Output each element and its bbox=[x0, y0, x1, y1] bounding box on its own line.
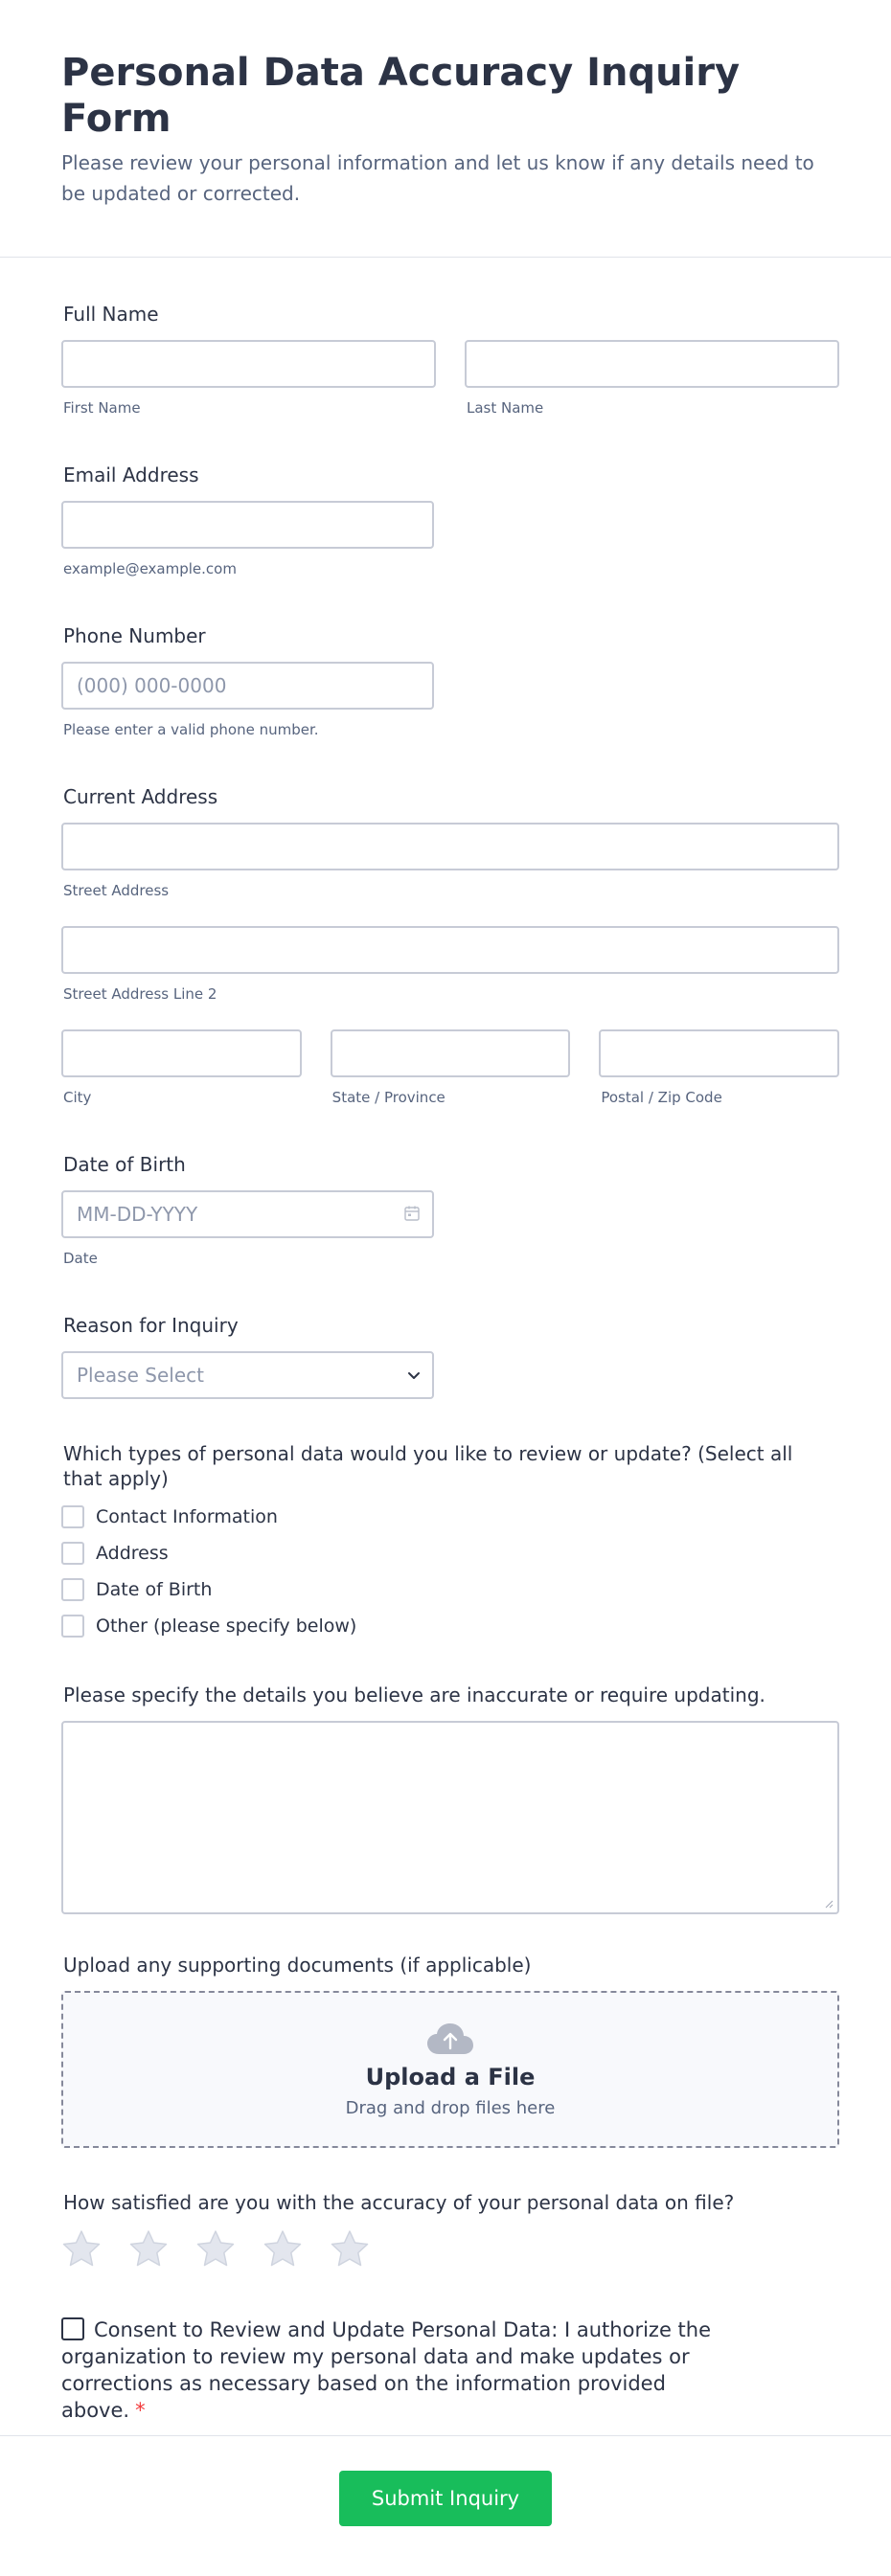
city-sublabel: City bbox=[63, 1089, 92, 1106]
details-label: Please specify the details you believe are inaccurate or require updating. bbox=[63, 1683, 765, 1706]
first-name-input[interactable] bbox=[61, 340, 436, 388]
checkbox-box[interactable] bbox=[61, 1578, 84, 1601]
address-label: Current Address bbox=[63, 785, 218, 808]
full-name-field bbox=[61, 302, 839, 417]
email-label: Email Address bbox=[63, 463, 199, 486]
checkbox-label: Date of Birth bbox=[96, 1579, 213, 1600]
form-title: Personal Data Accuracy Inquiry Form bbox=[61, 51, 741, 141]
checkbox-label: Other (please specify below) bbox=[96, 1616, 357, 1637]
form-description: Please review your personal information and let us know if any details need to be updated or corrected. bbox=[61, 151, 814, 205]
checkbox-box[interactable] bbox=[61, 1615, 84, 1638]
last-name-input[interactable] bbox=[465, 340, 839, 388]
upload-label: Upload any supporting documents (if applicable) bbox=[63, 1954, 532, 1977]
city-input[interactable] bbox=[61, 1029, 302, 1077]
upload-title: Upload a File bbox=[365, 2063, 536, 2090]
postal-code-sublabel: Postal / Zip Code bbox=[601, 1089, 722, 1106]
state-input[interactable] bbox=[331, 1029, 571, 1077]
phone-input[interactable]: (000) 000-0000 bbox=[61, 662, 434, 710]
reason-select[interactable]: Please Select bbox=[61, 1351, 434, 1399]
calendar-icon[interactable] bbox=[403, 1205, 421, 1222]
postal-code-input[interactable] bbox=[599, 1029, 839, 1077]
form-header bbox=[0, 0, 891, 258]
chevron-down-icon bbox=[405, 1367, 423, 1384]
street-address-line2-input[interactable] bbox=[61, 926, 839, 974]
email-input[interactable] bbox=[61, 501, 434, 549]
dob-input[interactable]: MM-DD-YYYY bbox=[61, 1190, 434, 1238]
consent-checkbox-box[interactable] bbox=[61, 2317, 84, 2340]
checkbox-label: Address bbox=[96, 1543, 169, 1564]
upload-dropzone[interactable] bbox=[61, 1991, 839, 2148]
cloud-upload-icon bbox=[425, 2022, 475, 2058]
checkbox-label: Contact Information bbox=[96, 1506, 278, 1527]
email-sublabel: example@example.com bbox=[63, 560, 237, 577]
rating-field bbox=[61, 2190, 839, 2269]
consent-checkbox[interactable] bbox=[61, 2316, 751, 2424]
street-address-sublabel: Street Address bbox=[63, 882, 170, 899]
checkbox-address[interactable] bbox=[61, 1535, 839, 1571]
resize-handle-icon[interactable] bbox=[824, 1899, 834, 1909]
star-icon[interactable] bbox=[330, 2228, 370, 2269]
details-field bbox=[61, 1683, 839, 1914]
last-name-sublabel: Last Name bbox=[467, 399, 544, 417]
dob-field bbox=[61, 1152, 839, 1267]
phone-sublabel: Please enter a valid phone number. bbox=[63, 721, 319, 738]
star-icon[interactable] bbox=[128, 2228, 169, 2269]
consent-field bbox=[61, 2316, 839, 2424]
dob-sublabel: Date bbox=[63, 1250, 98, 1267]
form-footer bbox=[0, 2435, 891, 2576]
phone-field bbox=[61, 623, 839, 738]
checkbox-contact-information[interactable] bbox=[61, 1499, 839, 1535]
form-body bbox=[0, 258, 891, 2424]
star-icon[interactable] bbox=[61, 2228, 102, 2269]
phone-label: Phone Number bbox=[63, 624, 206, 647]
data-types-label: Which types of personal data would you like to review or update? (Select all that apply) bbox=[63, 1442, 793, 1490]
details-textarea[interactable] bbox=[61, 1721, 839, 1914]
checkbox-date-of-birth[interactable] bbox=[61, 1571, 839, 1608]
street-address-line2-sublabel: Street Address Line 2 bbox=[63, 985, 217, 1003]
star-rating bbox=[61, 2228, 839, 2269]
email-field bbox=[61, 463, 839, 577]
address-field bbox=[61, 784, 839, 1106]
required-mark: * bbox=[135, 2399, 146, 2422]
full-name-label: Full Name bbox=[63, 303, 159, 326]
reason-field bbox=[61, 1313, 839, 1399]
data-types-field bbox=[61, 1441, 839, 1644]
rating-label: How satisfied are you with the accuracy of your personal data on file? bbox=[63, 2191, 735, 2214]
dob-label: Date of Birth bbox=[63, 1153, 186, 1176]
checkbox-box[interactable] bbox=[61, 1542, 84, 1565]
star-icon[interactable] bbox=[195, 2228, 236, 2269]
checkbox-other[interactable] bbox=[61, 1608, 839, 1644]
checkbox-box[interactable] bbox=[61, 1505, 84, 1528]
reason-label: Reason for Inquiry bbox=[63, 1314, 239, 1337]
star-icon[interactable] bbox=[263, 2228, 303, 2269]
consent-text: Consent to Review and Update Personal Data: I authorize the organization to review my personal data and make updates or corrections as necessary based on the information provided above. bbox=[61, 2318, 711, 2422]
street-address-input[interactable] bbox=[61, 823, 839, 870]
upload-subtitle: Drag and drop files here bbox=[345, 2097, 556, 2118]
state-sublabel: State / Province bbox=[331, 1089, 446, 1106]
first-name-sublabel: First Name bbox=[63, 399, 141, 417]
upload-field bbox=[61, 1953, 839, 2148]
submit-button[interactable]: Submit Inquiry bbox=[339, 2471, 552, 2526]
